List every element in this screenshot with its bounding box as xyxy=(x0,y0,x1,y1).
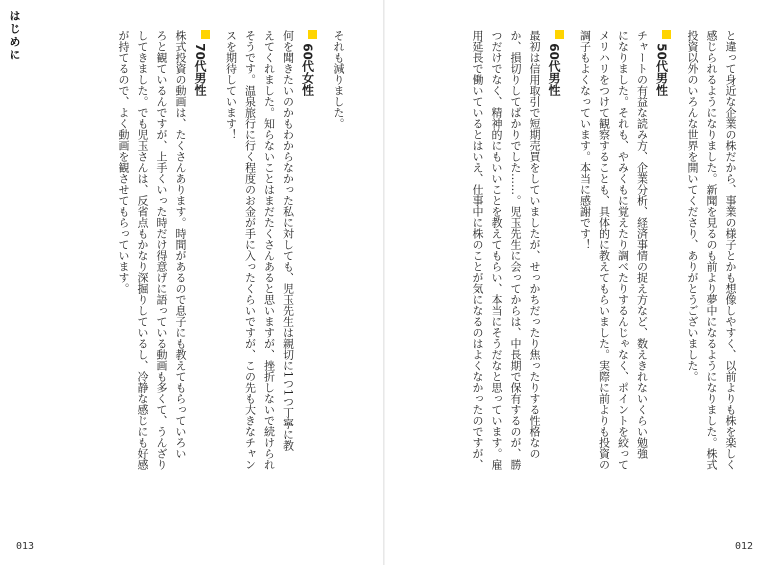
body-line: 株式投資の動画は、たくさんあります。時間があるので息子にも教えてもらっていろい xyxy=(174,30,187,459)
testimonial-heading xyxy=(652,30,672,540)
body-line: してきました。でも児玉さんは、反省点もかなり深掘りしているし、冷静な感じにも好感 xyxy=(136,30,149,470)
body-line: 投資以外のいろんな世界を開いてくださり、ありがとうございました。 xyxy=(686,30,699,382)
body-line: 用延長で働いているとはいえ、仕事中に株のことが気になるのはよくなかったのですが、 xyxy=(471,30,484,470)
body-line: か、損切りしてばかりでした……。児玉先生に会ってからは、中長期で保有するのが、勝 xyxy=(509,30,522,470)
body-line: つだけでなく、精神的にもいいことを教えてもらい、本当にそうだなと思っています。雇 xyxy=(490,30,503,470)
page-number-left: 013 xyxy=(16,541,35,552)
heading-text: 70代男性 xyxy=(193,43,207,96)
left-page-text xyxy=(90,30,348,540)
body-line: チャートの有益な読み方、企業分析、経済事情の捉え方など、数えきれないくらい勉強 xyxy=(635,30,649,459)
body-line: メリハリをつけて観察することも、具体的に教えてもらいました。実際に前よりも投資の xyxy=(597,30,611,470)
yellow-square-marker xyxy=(308,30,317,39)
page-number-right: 012 xyxy=(735,541,754,552)
body-line: そうです。温泉旅行に行く程度のお金が手に入ったくらいですが、この先も大きなチャン xyxy=(243,30,257,470)
heading-text: 50代男性 xyxy=(654,43,669,96)
yellow-square-marker xyxy=(555,30,564,39)
body-line: ろと観ているんですが、上手くいった時だけ得意げに語っている動画も多くて、うんざり xyxy=(155,30,168,470)
body-line: 何を聞きたいのかもわからなかった私に対しても、児玉先生は親切に1つ1つ丁寧に教 xyxy=(281,30,295,451)
right-page-text xyxy=(440,30,740,540)
testimonial-heading xyxy=(298,30,318,540)
body-line: 最初は信用取引で短期売買をしていましたが、せっかちだったり焦ったりする性格なの xyxy=(528,30,541,459)
yellow-square-marker xyxy=(662,30,671,39)
body-line: それも減りました。 xyxy=(332,30,345,129)
section-label: はじめに xyxy=(8,10,21,62)
yellow-square-marker xyxy=(201,30,210,39)
body-line: スを期待しています！ xyxy=(224,30,238,140)
body-line: えてくれました。知らないことはまだたくさんあると思いますが、挫折しないで続けられ xyxy=(262,30,276,470)
body-line: と違って身近な企業の株だから、事業の様子とかも想像しやすく、以前よりも株を楽しく xyxy=(724,30,737,470)
body-line: になりました。それも、やみくもに覚えたり調べたりするんじゃなく、ポイントを絞って xyxy=(616,30,630,470)
heading-text: 60代男性 xyxy=(547,43,561,96)
body-line: が持てるので、よく動画を観させてもらっています。 xyxy=(117,30,130,294)
testimonial-heading xyxy=(544,30,564,540)
testimonial-heading xyxy=(190,30,210,540)
body-line: 調子もよくなっています。本当に感謝です！ xyxy=(578,30,592,250)
body-line: 感じられるようになりました。新聞を見るのも前より夢中になるようになりました。株式 xyxy=(705,30,718,470)
heading-text: 60代女性 xyxy=(300,43,315,96)
page-gutter xyxy=(383,0,385,565)
